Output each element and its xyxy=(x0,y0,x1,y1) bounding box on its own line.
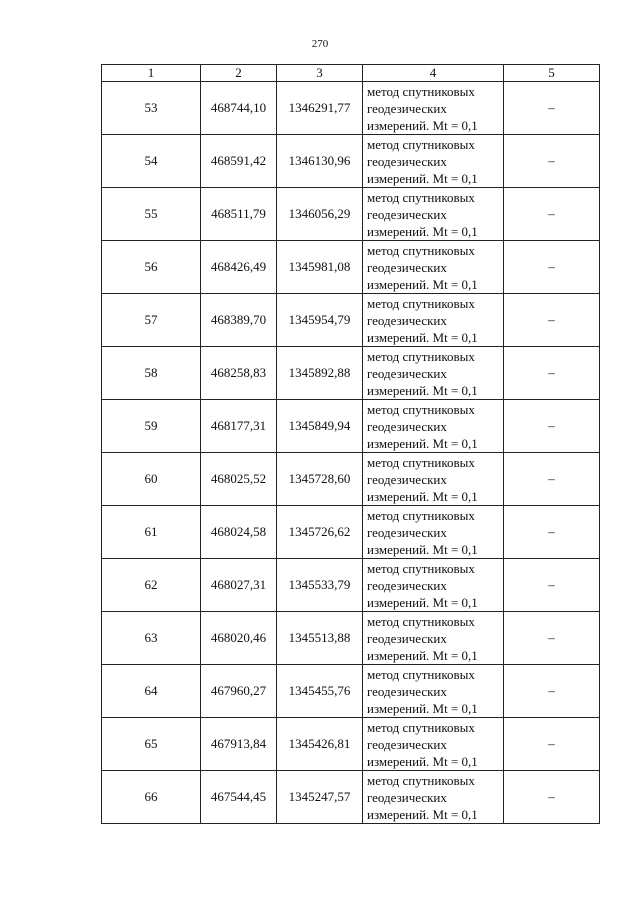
column-header-3: 3 xyxy=(277,65,363,82)
method-cell xyxy=(363,506,504,559)
method-cell xyxy=(363,347,504,400)
method-line: геодезических xyxy=(367,736,447,752)
x-coordinate-cell: 468258,83 xyxy=(201,347,277,400)
table-row xyxy=(102,188,600,241)
x-coordinate-cell: 468177,31 xyxy=(201,400,277,453)
method-line: измерений. Mt = 0,1 xyxy=(367,276,478,292)
note-cell: – xyxy=(504,559,600,612)
method-line: метод спутниковых xyxy=(367,295,475,311)
point-number-cell: 55 xyxy=(102,188,201,241)
method-cell xyxy=(363,82,504,135)
note-cell: – xyxy=(504,188,600,241)
point-number-cell: 54 xyxy=(102,135,201,188)
x-coordinate-cell: 468744,10 xyxy=(201,82,277,135)
page-number: 270 xyxy=(311,38,329,50)
table-row xyxy=(102,347,600,400)
method-line: метод спутниковых xyxy=(367,507,475,523)
method-line: геодезических xyxy=(367,312,447,328)
coordinates-table xyxy=(101,64,600,824)
note-cell: – xyxy=(504,771,600,824)
method-line: метод спутниковых xyxy=(367,772,475,788)
x-coordinate-cell: 468591,42 xyxy=(201,135,277,188)
method-line: геодезических xyxy=(367,577,447,593)
method-line: измерений. Mt = 0,1 xyxy=(367,541,478,557)
y-coordinate-cell: 1346130,96 xyxy=(277,135,363,188)
point-number-cell: 53 xyxy=(102,82,201,135)
note-cell: – xyxy=(504,135,600,188)
point-number-cell: 59 xyxy=(102,400,201,453)
method-line: геодезических xyxy=(367,630,447,646)
method-line: метод спутниковых xyxy=(367,666,475,682)
method-line: измерений. Mt = 0,1 xyxy=(367,700,478,716)
point-number-cell: 65 xyxy=(102,718,201,771)
y-coordinate-cell: 1345954,79 xyxy=(277,294,363,347)
method-line: измерений. Mt = 0,1 xyxy=(367,117,478,133)
method-line: метод спутниковых xyxy=(367,454,475,470)
method-line: геодезических xyxy=(367,259,447,275)
x-coordinate-cell: 468511,79 xyxy=(201,188,277,241)
point-number-cell: 63 xyxy=(102,612,201,665)
method-line: геодезических xyxy=(367,471,447,487)
method-line: метод спутниковых xyxy=(367,613,475,629)
method-cell xyxy=(363,241,504,294)
note-cell: – xyxy=(504,347,600,400)
method-line: геодезических xyxy=(367,100,447,116)
y-coordinate-cell: 1345981,08 xyxy=(277,241,363,294)
table-row xyxy=(102,718,600,771)
method-cell xyxy=(363,665,504,718)
y-coordinate-cell: 1346291,77 xyxy=(277,82,363,135)
method-line: измерений. Mt = 0,1 xyxy=(367,488,478,504)
y-coordinate-cell: 1345513,88 xyxy=(277,612,363,665)
note-cell: – xyxy=(504,294,600,347)
y-coordinate-cell: 1345849,94 xyxy=(277,400,363,453)
note-cell: – xyxy=(504,612,600,665)
method-line: метод спутниковых xyxy=(367,348,475,364)
method-cell xyxy=(363,188,504,241)
method-cell xyxy=(363,294,504,347)
table-row xyxy=(102,771,600,824)
method-cell xyxy=(363,135,504,188)
column-header-2: 2 xyxy=(201,65,277,82)
method-cell xyxy=(363,771,504,824)
method-line: измерений. Mt = 0,1 xyxy=(367,647,478,663)
method-line: измерений. Mt = 0,1 xyxy=(367,223,478,239)
method-line: измерений. Mt = 0,1 xyxy=(367,170,478,186)
method-line: геодезических xyxy=(367,524,447,540)
method-line: измерений. Mt = 0,1 xyxy=(367,382,478,398)
method-cell xyxy=(363,612,504,665)
column-header-4: 4 xyxy=(363,65,504,82)
point-number-cell: 57 xyxy=(102,294,201,347)
point-number-cell: 64 xyxy=(102,665,201,718)
note-cell: – xyxy=(504,241,600,294)
method-line: измерений. Mt = 0,1 xyxy=(367,435,478,451)
y-coordinate-cell: 1345247,57 xyxy=(277,771,363,824)
method-line: метод спутниковых xyxy=(367,560,475,576)
note-cell: – xyxy=(504,718,600,771)
y-coordinate-cell: 1345726,62 xyxy=(277,506,363,559)
y-coordinate-cell: 1345455,76 xyxy=(277,665,363,718)
table-row xyxy=(102,506,600,559)
y-coordinate-cell: 1346056,29 xyxy=(277,188,363,241)
method-line: геодезических xyxy=(367,418,447,434)
note-cell: – xyxy=(504,506,600,559)
method-line: метод спутниковых xyxy=(367,242,475,258)
method-line: геодезических xyxy=(367,153,447,169)
note-cell: – xyxy=(504,665,600,718)
method-line: измерений. Mt = 0,1 xyxy=(367,753,478,769)
x-coordinate-cell: 468389,70 xyxy=(201,294,277,347)
method-cell xyxy=(363,453,504,506)
x-coordinate-cell: 468027,31 xyxy=(201,559,277,612)
method-line: геодезических xyxy=(367,365,447,381)
point-number-cell: 62 xyxy=(102,559,201,612)
method-line: измерений. Mt = 0,1 xyxy=(367,594,478,610)
method-line: метод спутниковых xyxy=(367,83,475,99)
header-row xyxy=(102,65,600,82)
note-cell: – xyxy=(504,400,600,453)
method-line: геодезических xyxy=(367,683,447,699)
method-line: метод спутниковых xyxy=(367,136,475,152)
x-coordinate-cell: 467544,45 xyxy=(201,771,277,824)
column-header-1: 1 xyxy=(102,65,201,82)
point-number-cell: 58 xyxy=(102,347,201,400)
table-row xyxy=(102,559,600,612)
note-cell: – xyxy=(504,453,600,506)
y-coordinate-cell: 1345892,88 xyxy=(277,347,363,400)
x-coordinate-cell: 468024,58 xyxy=(201,506,277,559)
table-row xyxy=(102,294,600,347)
point-number-cell: 60 xyxy=(102,453,201,506)
table-row xyxy=(102,241,600,294)
method-line: геодезических xyxy=(367,789,447,805)
method-line: метод спутниковых xyxy=(367,189,475,205)
table-row xyxy=(102,453,600,506)
method-line: метод спутниковых xyxy=(367,401,475,417)
x-coordinate-cell: 467960,27 xyxy=(201,665,277,718)
y-coordinate-cell: 1345728,60 xyxy=(277,453,363,506)
table-row xyxy=(102,665,600,718)
x-coordinate-cell: 468020,46 xyxy=(201,612,277,665)
x-coordinate-cell: 468025,52 xyxy=(201,453,277,506)
method-line: измерений. Mt = 0,1 xyxy=(367,806,478,822)
y-coordinate-cell: 1345533,79 xyxy=(277,559,363,612)
method-cell xyxy=(363,559,504,612)
point-number-cell: 66 xyxy=(102,771,201,824)
table-row xyxy=(102,82,600,135)
method-line: измерений. Mt = 0,1 xyxy=(367,329,478,345)
method-cell xyxy=(363,400,504,453)
point-number-cell: 61 xyxy=(102,506,201,559)
x-coordinate-cell: 467913,84 xyxy=(201,718,277,771)
x-coordinate-cell: 468426,49 xyxy=(201,241,277,294)
note-cell: – xyxy=(504,82,600,135)
table-body xyxy=(102,82,600,824)
table-row xyxy=(102,135,600,188)
method-line: метод спутниковых xyxy=(367,719,475,735)
method-line: геодезических xyxy=(367,206,447,222)
column-header-5: 5 xyxy=(504,65,600,82)
table-row xyxy=(102,400,600,453)
y-coordinate-cell: 1345426,81 xyxy=(277,718,363,771)
method-cell xyxy=(363,718,504,771)
point-number-cell: 56 xyxy=(102,241,201,294)
table-row xyxy=(102,612,600,665)
